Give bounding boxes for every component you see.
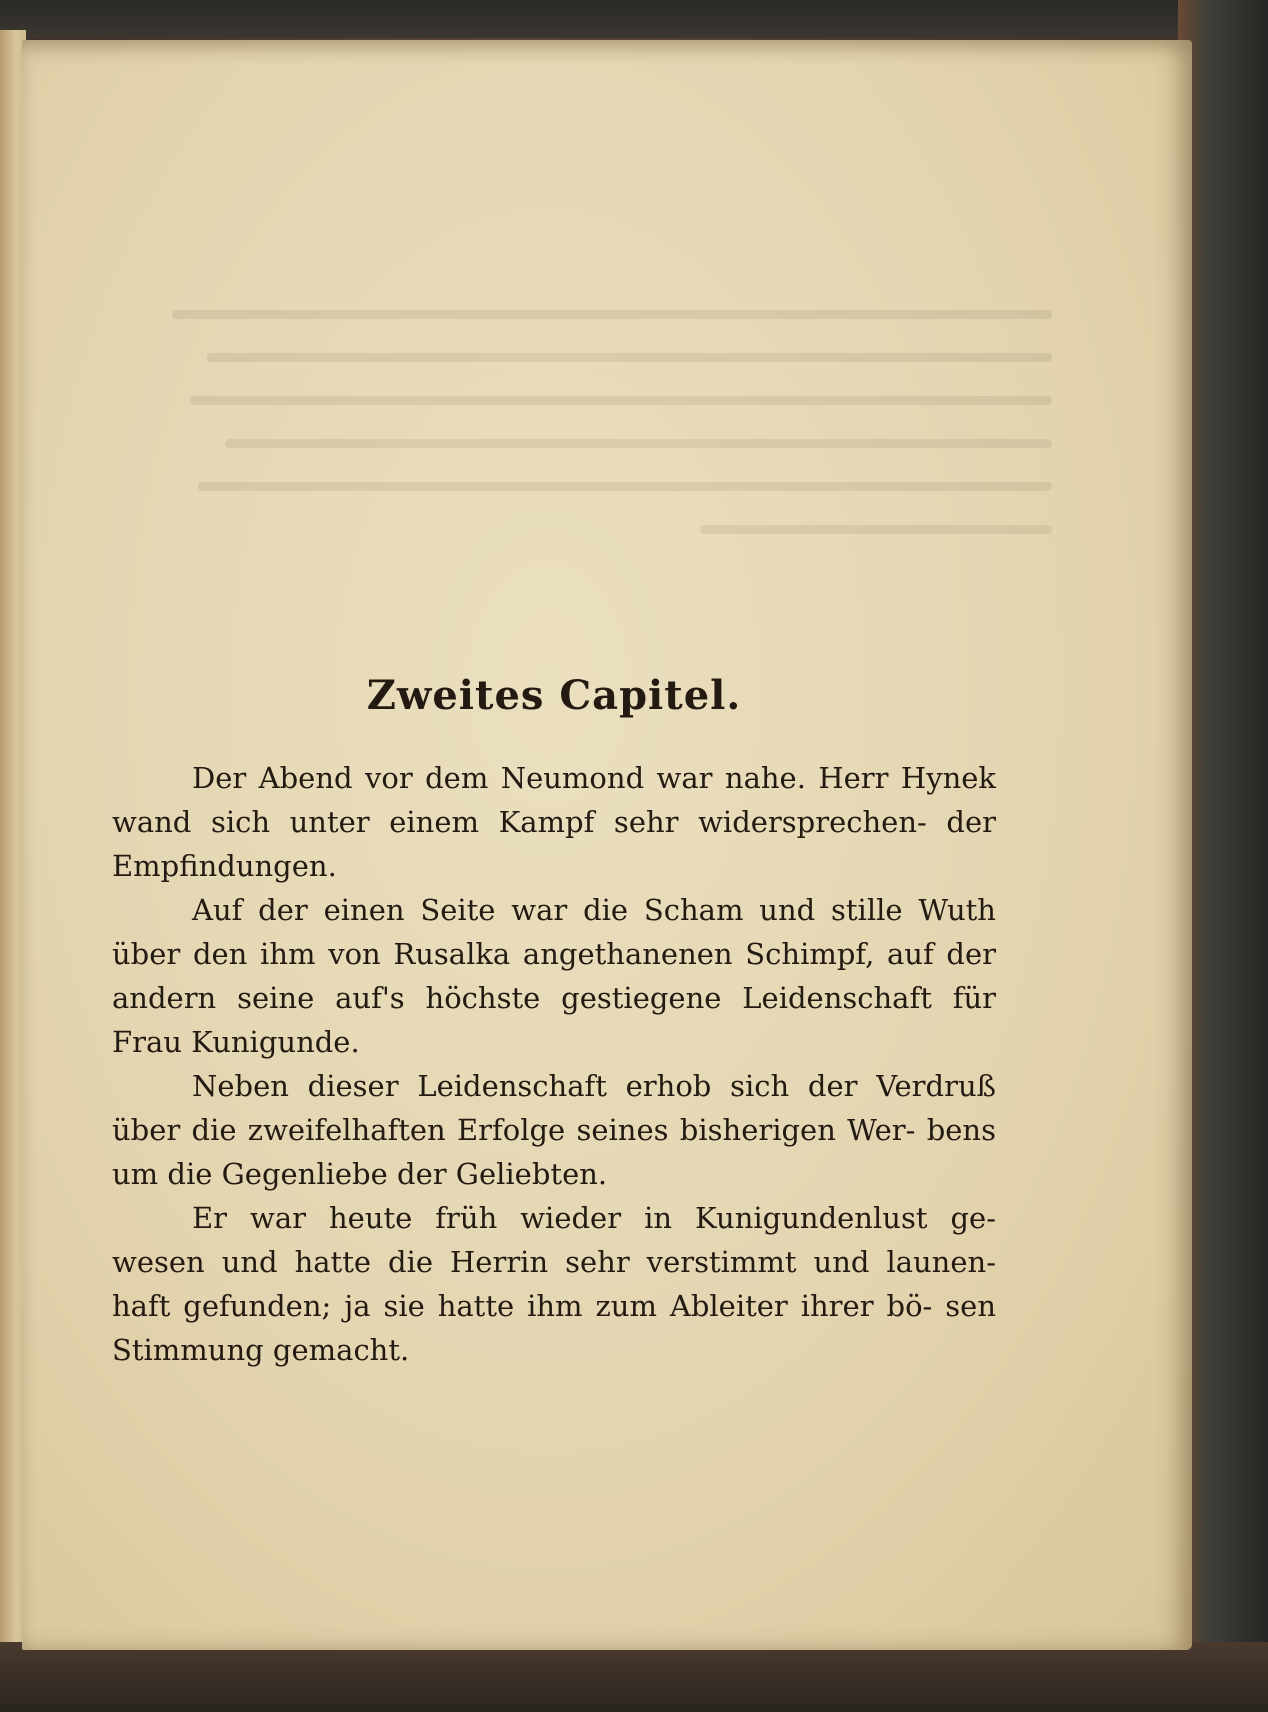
chapter-heading: Zweites Capitel.	[366, 672, 742, 719]
book-cover-bottom-edge	[0, 1642, 1268, 1712]
paragraph: Er war heute früh wieder in Kunigundenlust ge- wesen und hatte die Herrin sehr verstimmt und launen- haft gefunden; ja sie hatte ihm zum Ableiter ihrer bö- sen Stimmung gemacht.	[112, 1201, 996, 1367]
book-cover-top-edge	[0, 0, 1268, 38]
paragraph: Neben dieser Leidenschaft erhob sich der Verdruß über die zweifelhaften Erfolge seines bisherigen Wer- bens um die Gegenliebe der Geliebten.	[112, 1069, 996, 1191]
show-through-from-verso	[172, 310, 1052, 610]
paragraph: Auf der einen Seite war die Scham und stille Wuth über den ihm von Rusalka angethanenen Schimpf, auf der andern seine auf's höchste gestiegene Leidenschaft für Frau Kunigunde.	[112, 893, 996, 1059]
paragraph: Der Abend vor dem Neumond war nahe. Herr Hynek wand sich unter einem Kampf sehr widersprechen- der Empfindungen.	[112, 761, 996, 883]
page-text	[112, 672, 996, 1372]
